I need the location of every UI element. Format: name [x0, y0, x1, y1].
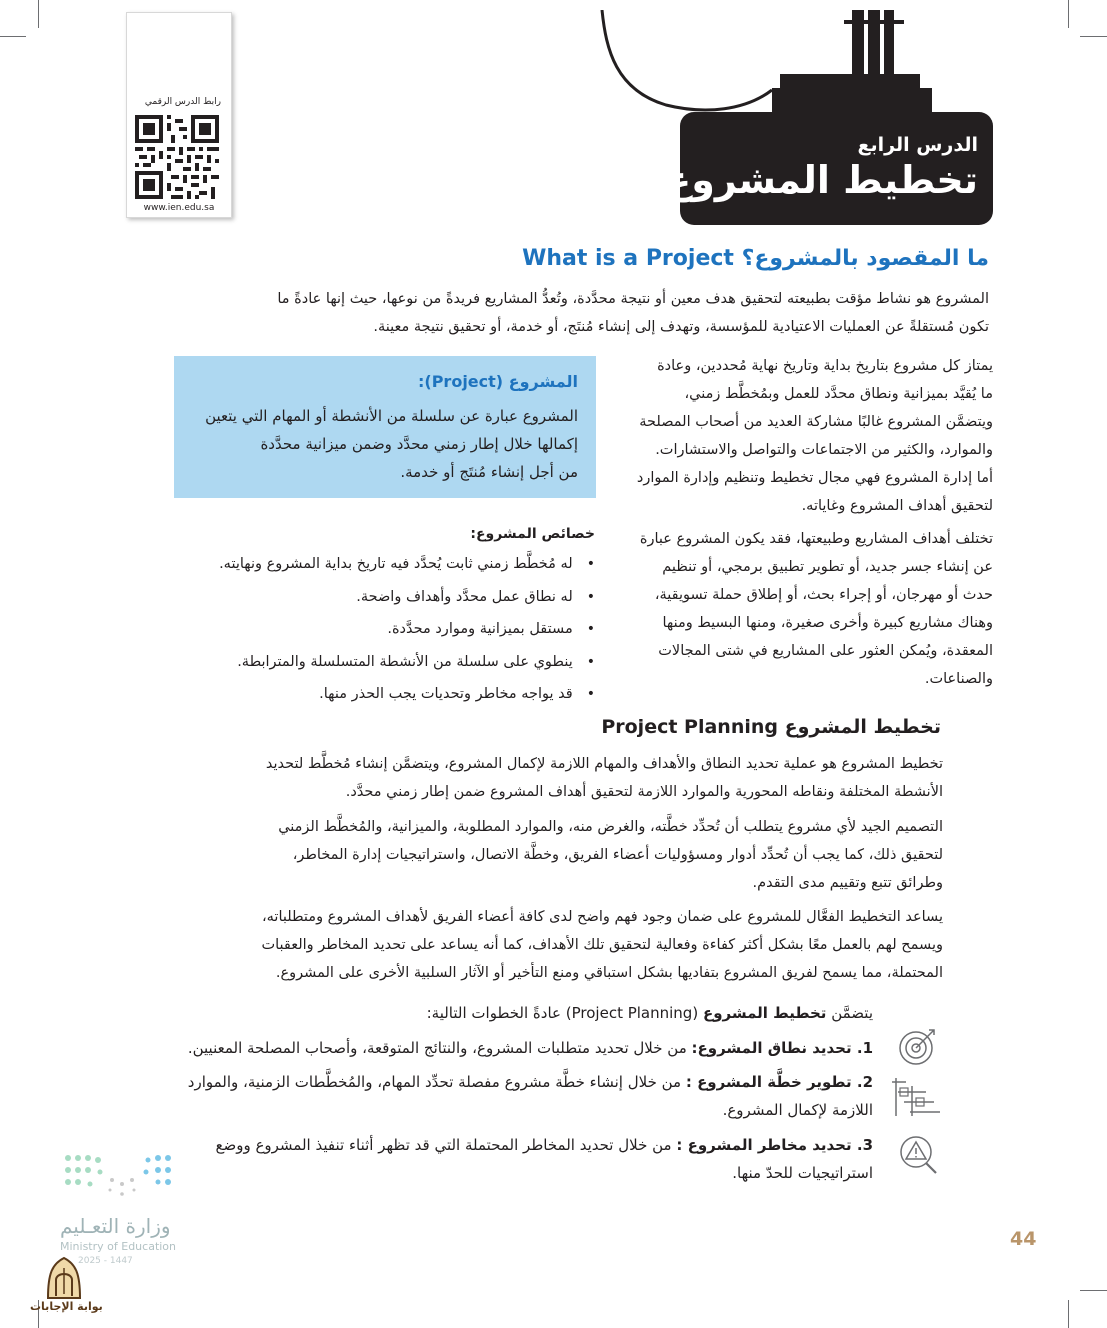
ministry-dots-logo-icon — [60, 1150, 200, 1206]
definition-box — [174, 356, 596, 498]
step-label: 1. تحديد نطاق المشروع: — [691, 1039, 873, 1057]
text-line: إكمالها خلال إطار زمني محدَّد وضمن ميزانية محدَّدة — [260, 435, 578, 453]
watermark-text: بوابة الإجابات — [30, 1300, 103, 1313]
page-number: 44 — [1010, 1228, 1037, 1250]
features-title: خصائص المشروع: — [470, 526, 595, 542]
qr-code-icon[interactable] — [135, 115, 219, 199]
crop-mark — [38, 0, 39, 28]
steps-intro-bold: تخطيط المشروع — [702, 1004, 827, 1022]
step-label: 3. تحديد مخاطر المشروع : — [676, 1136, 873, 1154]
crop-mark — [0, 36, 26, 37]
list-item: • قد يواجه مخاطر وتحديات يجب الحذر منها. — [219, 678, 595, 711]
ministry-logo — [60, 1150, 220, 1270]
project-features-paragraph — [613, 352, 993, 520]
list-item: • مستقل بميزانية وموارد محدَّدة. — [219, 613, 595, 646]
text-line: يمتاز كل مشروع بتاريخ بداية وتاريخ نهاية مُحددين، وعادة — [657, 358, 993, 374]
text-line: ويسمح لهم بالعمل معًا بشكل أكثر كفاءة وفعالية لتحقيق تلك الأهداف، كما أنه يساعد على تحديد المخاطر والعقبات — [261, 937, 943, 953]
qr-label: رابط الدرس الرقمي — [144, 97, 221, 107]
definition-title: المشروع (Project): — [417, 372, 578, 391]
steps-intro-post: (Project Planning) عادةً الخطوات التالية: — [426, 1004, 703, 1022]
crop-mark — [1080, 36, 1107, 37]
section-heading-project-planning: تخطيط المشروع Project Planning — [601, 716, 941, 738]
text-line: الأنشطة المختلفة ونقاطه المحورية والموارد اللازمة لتحقيق أهداف المشروع ضمن إطار زمني محدَّد. — [345, 784, 943, 800]
target-icon — [896, 1026, 938, 1068]
text-line: المعقدة، ويُمكن العثور على المشاريع في شتى المجالات — [658, 643, 993, 659]
list-item: • ينطوي على سلسلة من الأنشطة المتسلسلة والمترابطة. — [219, 646, 595, 679]
text-line: حدث أو مهرجان، أو إجراء بحث، أو إطلاق حملة تسويقية، — [654, 587, 993, 603]
crop-mark — [1068, 0, 1069, 28]
step-text: من خلال إنشاء خطَّة مشروع مفصلة تحدِّد المهام، والمُخطَّطات الزمنية، والموارد — [187, 1073, 686, 1091]
list-item: • له مُخطَّط زمني ثابت يُحدَّد فيه تاريخ بداية المشروع ونهايته. — [219, 548, 595, 581]
features-list — [219, 548, 595, 711]
text-line: لتحقيق ذلك، كما يجب أن تُحدِّد أدوار ومسؤوليات أعضاء الفريق، وخطَّة الاتصال، واستراتيجيات إدارة المخاطر، — [292, 847, 943, 863]
step-2 — [173, 1068, 873, 1124]
project-types-paragraph — [613, 525, 993, 693]
crop-mark — [1068, 1300, 1069, 1328]
gantt-chart-icon — [890, 1078, 944, 1118]
text-line: وهناك مشاريع كبيرة وأخرى صغيرة، ومنها البسيط ومنها — [662, 615, 993, 631]
step-text-continued: اللازمة لإكمال المشروع. — [722, 1101, 873, 1119]
lesson-number: الدرس الرابع — [857, 134, 978, 156]
definition-text — [186, 402, 578, 486]
watermark-logo — [30, 1256, 103, 1322]
list-item: • له نطاق عمل محدَّد وأهداف واضحة. — [219, 581, 595, 614]
planning-paragraph-2 — [163, 813, 943, 897]
watermark-emblem-icon — [44, 1256, 84, 1300]
text-line: تخطيط المشروع هو عملية تحديد النطاق والأهداف والمهام اللازمة لإكمال المشروع، ويتضمَّن إنشاء مُخطَّط لتحديد — [265, 756, 943, 772]
text-line: يساعد التخطيط الفعَّال للمشروع على ضمان وجود فهم واضح لدى كافة أعضاء الفريق لأهداف المشروع ومتطلباته، — [261, 909, 943, 925]
text-line: لتحقيق أهداف المشروع وغاياته. — [801, 498, 993, 514]
text-line: والصناعات. — [924, 671, 993, 687]
step-text: من خلال تحديد المخاطر المحتملة التي قد تظهر أثناء تنفيذ المشروع ووضع — [215, 1136, 677, 1154]
step-text: من خلال تحديد متطلبات المشروع، والنتائج المتوقعة، وأصحاب المصلحة المعنيين. — [187, 1039, 692, 1057]
ministry-name-english: Ministry of Education — [60, 1240, 177, 1253]
planning-paragraph-3 — [163, 903, 943, 987]
section-heading-what-is-project: ما المقصود بالمشروع؟ What is a Project — [522, 246, 989, 271]
step-3 — [173, 1131, 873, 1187]
text-line: من أجل إنشاء مُنتَج أو خدمة. — [400, 463, 578, 481]
step-label: 2. تطوير خطَّة المشروع : — [685, 1073, 873, 1091]
edition-year: 2025 - 1447 — [78, 1256, 133, 1266]
text-line: تختلف أهداف المشاريع وطبيعتها، فقد يكون المشروع عبارة — [639, 531, 993, 547]
text-line: ويتضمَّن المشروع غالبًا مشاركة العديد من أصحاب المصلحة — [639, 414, 993, 430]
intro-paragraph — [169, 285, 989, 341]
text-line: المشروع عبارة عن سلسلة من الأنشطة أو المهام التي يتعين — [205, 407, 578, 425]
warning-search-icon — [898, 1134, 940, 1176]
text-line: والموارد، والكثير من الاجتماعات والتواصل والاستشارات. — [655, 442, 993, 458]
text-line: التصميم الجيد لأي مشروع يتطلب أن تُحدِّد خطَّته، والغرض منه، والموارد المطلوبة، والميزانية، والمُخطَّط الزمني — [278, 819, 943, 835]
text-line: أما إدارة المشروع فهي مجال تخطيط وتنظيم وإدارة الموارد — [636, 470, 993, 486]
text-line: ما يُقيَّد بميزانية ونطاق محدَّد للعمل وبمُخطَّط زمني، — [684, 386, 993, 402]
qr-url: www.ien.edu.sa — [143, 203, 215, 213]
text-line: وطرائق تتبع وتقييم مدى التقدم. — [752, 875, 943, 891]
step-1 — [173, 1034, 873, 1062]
step-text-continued: استراتيجيات للحدّ منها. — [732, 1164, 873, 1182]
text-line: عن إنشاء جسر جديد، أو تطوير تطبيق برمجي، أو تنظيم — [662, 559, 993, 575]
crop-mark — [1080, 1290, 1107, 1291]
steps-intro — [353, 1000, 873, 1026]
ministry-name-arabic: وزارة التعـليم — [60, 1214, 171, 1238]
text-line: تكون مُستقلةً عن العمليات الاعتيادية للمؤسسة، وتهدف إلى إنشاء مُنتَج، أو خدمة، أو تحقيق نتيجة معينة. — [373, 319, 989, 335]
planning-paragraph-1 — [163, 750, 943, 806]
text-line: المحتملة، مما يسمح لفريق المشروع بتفاديها بشكل استباقي ومنع التأخير أو الآثار السلبية الأخرى على المشروع. — [275, 965, 943, 981]
digital-lesson-card[interactable] — [126, 12, 232, 218]
steps-intro-pre: يتضمَّن — [826, 1004, 873, 1022]
lesson-title: تخطيط المشروع — [665, 158, 978, 202]
lesson-header — [596, 10, 996, 225]
text-line: المشروع هو نشاط مؤقت بطبيعته لتحقيق هدف معين أو نتيجة محدَّدة، وتُعدُّ المشاريع فريدةً من نوعها، حيث إنها عادةً ما — [277, 291, 989, 307]
